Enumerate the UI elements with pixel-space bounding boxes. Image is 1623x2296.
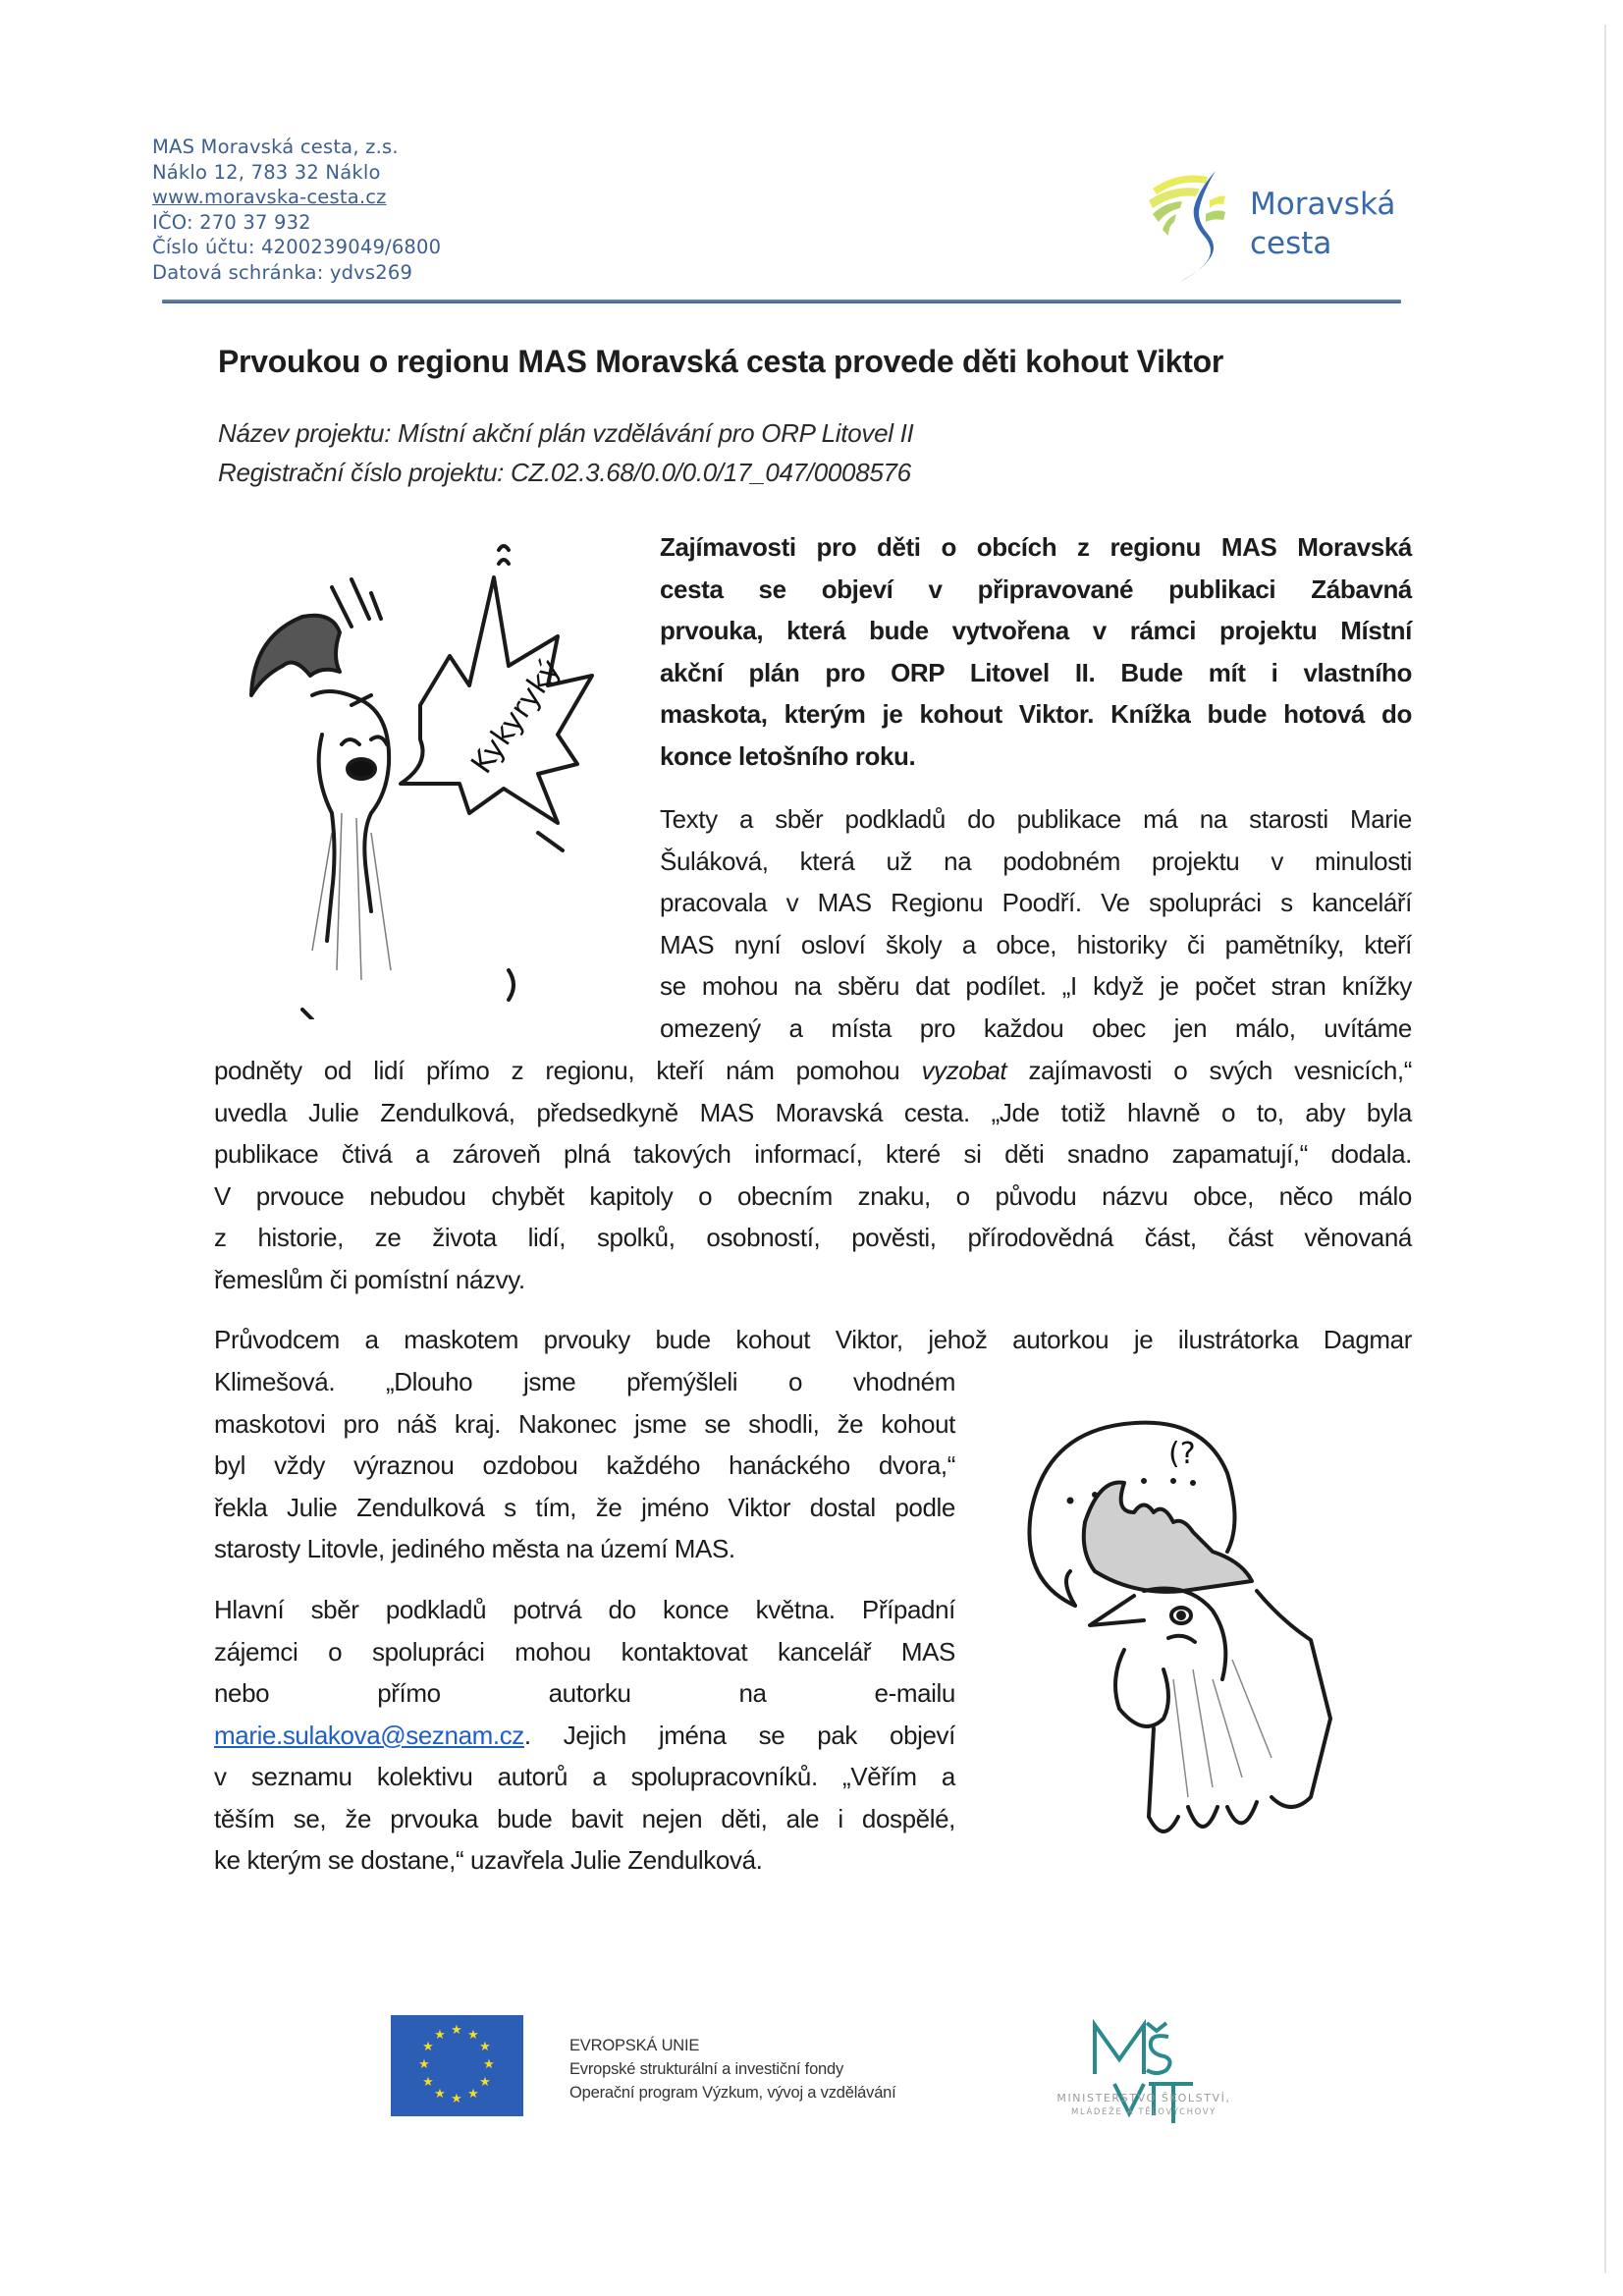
svg-text:★: ★: [418, 2057, 430, 2072]
svg-text:★: ★: [422, 2040, 434, 2054]
svg-text:★: ★: [451, 2023, 462, 2038]
eu-flag-logo: [391, 2015, 523, 2116]
text-line: podněty od lidí přímo z regionu, kteří nám pomohou vyzobat zajímavosti o svých vesnicích,“: [214, 1056, 1412, 1085]
logo-text-line1: Moravská: [1250, 187, 1396, 222]
article-title: Prvoukou o regionu MAS Moravská cesta provede děti kohout Viktor: [218, 344, 1223, 379]
text-line: řemeslům či pomístní názvy.: [214, 1264, 525, 1294]
lead-line: maskota, kterým je kohout Viktor. Knížka bude hotová do: [660, 699, 1412, 729]
emphasis-vyzobat: vyzobat: [921, 1056, 1007, 1085]
paragraph-3: [214, 1361, 955, 1570]
text-line: Šuláková, která už na podobném projektu v minulosti: [660, 846, 1412, 876]
lead-line: cesta se objeví v připravované publikaci Zábavná: [660, 574, 1412, 604]
eu-line-1: EVROPSKÁ UNIE: [569, 2037, 700, 2054]
eu-funding-text: [569, 2034, 896, 2105]
svg-text:★: ★: [483, 2057, 495, 2072]
text-line: uvedla Julie Zendulková, předsedkyně MAS Moravská cesta. „Jde totiž hlavně o to, aby byla: [214, 1097, 1412, 1127]
lead-line: konce letošního roku.: [660, 740, 916, 771]
text-line: řekla Julie Zendulková s tím, že jméno Viktor dostal podle: [214, 1492, 955, 1522]
text-line: Klimešová. „Dlouho jsme přemýšleli o vhodném: [214, 1367, 955, 1396]
text-line: pracovala v MAS Regionu Poodří. Ve spolupráci s kanceláří: [660, 888, 1412, 917]
svg-text:★: ★: [467, 2028, 479, 2043]
svg-text:★: ★: [479, 2075, 491, 2090]
project-info: [218, 413, 913, 492]
text-line: nebo přímo autorku na e-mailu: [214, 1678, 955, 1708]
moravska-cesta-logo: [1139, 157, 1434, 285]
lead-paragraph: [660, 526, 1412, 777]
text-line: v seznamu kolektivu autorů a spolupracovníků. „Věřím a: [214, 1762, 955, 1791]
svg-text:★: ★: [422, 2075, 434, 2090]
text-line: V prvouce nebudou chybět kapitoly o obecním znaku, o původu názvu obce, něco málo: [214, 1180, 1412, 1211]
text-line: byl vždy výraznou ozdobou každého hanáckého dvora,“: [214, 1450, 955, 1480]
header-divider: [162, 300, 1401, 303]
text-line: starosty Litovle, jediného města na území MAS.: [214, 1534, 735, 1563]
logo-text: [1250, 185, 1395, 263]
text-line: zájemci o spolupráci mohou kontaktovat kancelář MAS: [214, 1636, 955, 1667]
text-line: omezený a místa pro každou obec jen málo, uvítáme: [660, 1012, 1412, 1043]
text-line: maskotovi pro náš kraj. Nakonec jsme se shodli, že kohout: [214, 1408, 955, 1439]
svg-text:★: ★: [467, 2087, 479, 2102]
speech-kykyryky: Kykyryký: [464, 652, 568, 781]
msmt-line-2: MLÁDEŽE A TĚLOVÝCHOVY: [1071, 2107, 1217, 2117]
text-line: marie.sulakova@seznam.cz. Jejich jména se pak objeví: [214, 1720, 955, 1750]
paragraph-2: [660, 798, 1412, 1049]
project-registration-number: Registrační číslo projektu: CZ.02.3.68/0.0/0.0/17_047/0008576: [218, 458, 911, 487]
road-swirl-icon: [1139, 157, 1247, 285]
text-line: Texty a sběr podkladů do publikace má na starosti Marie: [660, 804, 1412, 834]
email-link[interactable]: marie.sulakova@seznam.cz: [214, 1720, 524, 1750]
eu-line-2: Evropské strukturální a investiční fondy: [569, 2060, 844, 2078]
website-link[interactable]: www.moravska-cesta.cz: [152, 186, 387, 208]
page-edge-line: [1604, 25, 1606, 2273]
lead-line: Zajímavosti pro děti o obcích z regionu MAS Moravská: [660, 532, 1412, 562]
contact-block: [152, 135, 441, 285]
logo-text-line2: cesta: [1250, 226, 1332, 261]
org-ico: IČO: 270 37 932: [152, 210, 311, 234]
msmt-text: [1031, 2092, 1257, 2117]
paragraph-4: [214, 1589, 955, 1882]
text-line: Hlavní sběr podkladů potrvá do konce května. Případní: [214, 1595, 955, 1624]
text-line: se mohou na sběru dat podílet. „I když je počet stran knížky: [660, 971, 1412, 1001]
svg-text:★: ★: [434, 2028, 446, 2043]
eu-line-3: Operační program Výzkum, vývoj a vzdělávání: [569, 2084, 896, 2102]
msmt-line-1: MINISTERSTVO ŠKOLSTVÍ,: [1056, 2092, 1231, 2105]
text-line: Průvodcem a maskotem prvouky bude kohout Viktor, jehož autorkou je ilustrátorka Dagmar: [214, 1325, 1412, 1354]
lead-line: prvouka, která bude vytvořena v rámci projektu Místní: [660, 616, 1412, 645]
org-name: MAS Moravská cesta, z.s.: [152, 136, 399, 158]
text-line: MAS nyní osloví školy a obce, historiky či pamětníky, kteří: [660, 929, 1412, 959]
paragraph-3-first-line: [214, 1319, 1412, 1361]
project-name: Název projektu: Místní akční plán vzdělávání pro ORP Litovel II: [218, 418, 914, 448]
svg-text:★: ★: [434, 2087, 446, 2102]
svg-text:★: ★: [479, 2040, 491, 2054]
lead-line: akční plán pro ORP Litovel II. Bude mít i vlastního: [660, 657, 1412, 687]
org-address: Náklo 12, 783 32 Náklo: [152, 160, 381, 184]
text-line: ke kterým se dostane,“ uzavřela Julie Zendulková.: [214, 1845, 763, 1875]
text-line: publikace čtivá a zároveň plná takových informací, které si děti snadno zapamatují,“ dodala.: [214, 1139, 1412, 1169]
text-line: z historie, ze života lidí, spolků, osobností, pověsti, přírodovědná část, část věnovaná: [214, 1223, 1412, 1252]
speech-question: (?: [1168, 1437, 1196, 1471]
rooster-puzzled-illustration: [1016, 1385, 1340, 1866]
eu-stars-icon: [391, 2015, 523, 2116]
paragraph-2-continued: [214, 1050, 1412, 1300]
text-line: těším se, že prvouka bude bavit nejen děti, ale i dospělé,: [214, 1803, 955, 1833]
svg-text:★: ★: [451, 2092, 462, 2106]
rooster-crowing-illustration: [224, 538, 626, 1019]
org-data-box: Datová schránka: ydvs269: [152, 260, 413, 284]
org-account: Číslo účtu: 4200239049/6800: [152, 236, 442, 258]
